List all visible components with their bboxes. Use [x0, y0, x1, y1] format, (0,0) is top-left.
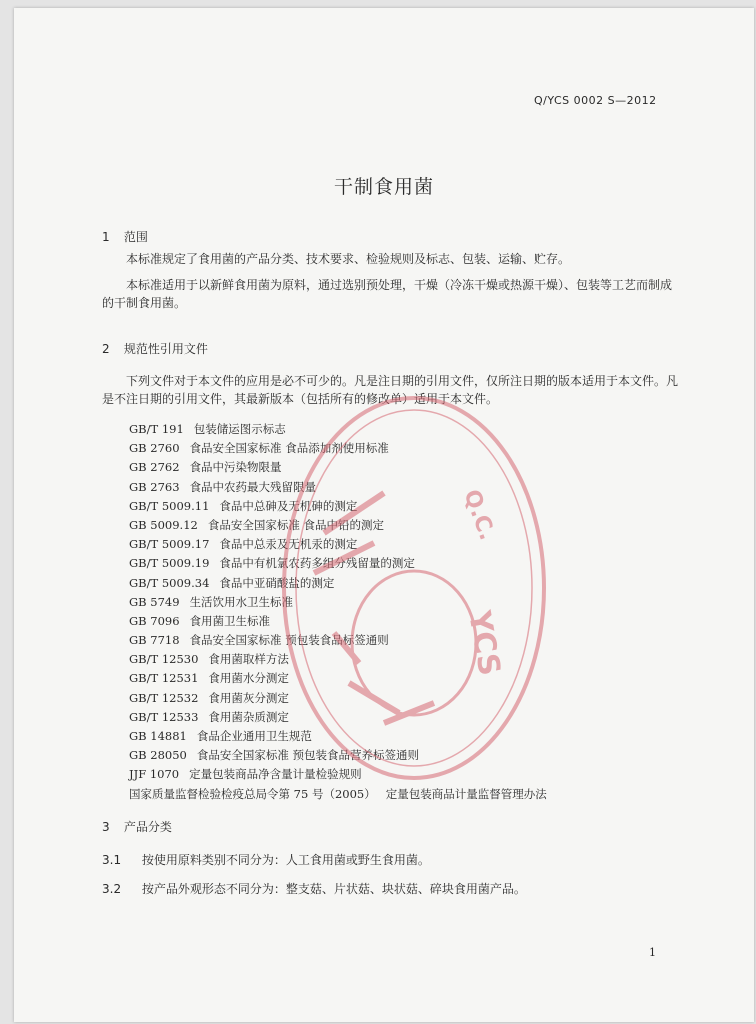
- reference-item: [129, 727, 547, 746]
- reference-title: 食品中农药最大残留限量: [189, 479, 317, 494]
- reference-code: GB/T 5009.11: [129, 498, 210, 513]
- document-page: [14, 8, 754, 1022]
- reference-item: [129, 650, 547, 669]
- item-text: 按产品外观形态不同分为：整支菇、片状菇、块状菇、碎块食用菌产品。: [141, 882, 526, 896]
- reference-title: 定量包装商品计量监督管理办法: [385, 786, 547, 801]
- reference-item: [129, 631, 547, 650]
- reference-title: 食用菌卫生标准: [189, 613, 271, 628]
- section-2-heading: [102, 340, 208, 357]
- section-number: 1: [102, 230, 110, 244]
- scope-paragraph-1: 本标准规定了食用菌的产品分类、技术要求、检验规则及标志、包装、运输、贮存。: [126, 252, 571, 266]
- reference-list: [129, 420, 547, 804]
- reference-item: [129, 535, 547, 554]
- section-1-heading: [102, 228, 148, 245]
- reference-code: GB 5749: [129, 594, 180, 609]
- reference-item: [129, 420, 547, 439]
- stamp-text: Q.C.: [458, 486, 500, 544]
- reference-item: [129, 689, 547, 708]
- reference-code: GB/T 5009.34: [129, 575, 210, 590]
- reference-code: GB 2760: [129, 441, 180, 456]
- reference-code: GB 7718: [129, 633, 180, 648]
- reference-item: [129, 785, 547, 804]
- section-number: 2: [102, 342, 110, 356]
- reference-code: GB/T 12531: [129, 671, 199, 686]
- scope-paragraph-2: 本标准适用于以新鲜食用菌为原料，通过选别预处理，干燥（冷冻干燥或热源干燥）、包装等工艺而制成的干制食用菌。: [102, 278, 673, 310]
- item-number: 3.1: [102, 853, 122, 867]
- reference-code: GB 2762: [129, 460, 180, 475]
- document-code: Q/YCS 0002 S—2012: [534, 94, 657, 107]
- reference-item: [129, 478, 547, 497]
- reference-code: GB/T 12533: [129, 709, 199, 724]
- reference-code: JJF 1070: [129, 767, 180, 782]
- reference-title: 定量包装商品净含量计量检验规则: [189, 767, 362, 782]
- reference-item: [129, 765, 547, 784]
- reference-title: 生活饮用水卫生标准: [189, 594, 294, 609]
- reference-title: 食品安全国家标准 食品添加剂使用标准: [189, 441, 389, 456]
- section-3-heading: [102, 818, 172, 835]
- reference-code: GB 14881: [129, 729, 187, 743]
- reference-item: [129, 574, 547, 593]
- reference-item: [129, 516, 547, 535]
- reference-title: 食用菌杂质测定: [208, 709, 289, 724]
- reference-title: 包装储运图示标志: [193, 422, 286, 436]
- reference-code: GB 2763: [129, 479, 180, 494]
- stamp-text: YCS: [461, 608, 507, 679]
- reference-title: 食品中有机氯农药多组分残留量的测定: [219, 556, 415, 571]
- classification-item-1: [102, 851, 430, 868]
- reference-item: [129, 593, 547, 612]
- reference-code: 国家质量监督检验检疫总局令第 75 号（2005）: [129, 786, 376, 801]
- section-title: 规范性引用文件: [123, 342, 208, 356]
- section-title: 范围: [123, 230, 148, 244]
- reference-code: GB 5009.12: [129, 517, 198, 532]
- reference-title: 食品中污染物限量: [189, 460, 282, 475]
- reference-item: [129, 746, 547, 765]
- normative-intro: 下列文件对于本文件的应用是必不可少的。凡是注日期的引用文件，仅所注日期的版本适用于本文件。凡是不注日期的引用文件，其最新版本（包括所有的修改单）适用于本文件。: [102, 374, 679, 406]
- reference-item: [129, 439, 547, 458]
- reference-title: 食用菌灰分测定: [208, 690, 289, 705]
- page-number: 1: [649, 946, 656, 959]
- section-title: 产品分类: [123, 820, 172, 834]
- reference-title: 食品中总砷及无机砷的测定: [219, 498, 358, 513]
- reference-title: 食品安全国家标准 食品中铅的测定: [207, 517, 385, 532]
- reference-item: [129, 612, 547, 631]
- reference-code: GB/T 5009.17: [129, 537, 210, 552]
- reference-title: 食品中总汞及无机汞的测定: [219, 537, 358, 552]
- section-number: 3: [102, 820, 110, 834]
- reference-title: 食品安全国家标准 预包装食品标签通则: [189, 633, 389, 648]
- reference-code: GB/T 191: [129, 422, 184, 436]
- reference-item: [129, 497, 547, 516]
- reference-title: 食品企业通用卫生规范: [196, 729, 312, 743]
- reference-title: 食用菌取样方法: [208, 652, 289, 667]
- reference-title: 食品中亚硝酸盐的测定: [219, 575, 335, 590]
- reference-code: GB/T 5009.19: [129, 556, 210, 571]
- reference-item: [129, 669, 547, 688]
- item-number: 3.2: [102, 882, 122, 896]
- reference-code: GB/T 12530: [129, 652, 199, 667]
- classification-item-2: [102, 880, 526, 897]
- reference-item: [129, 458, 547, 477]
- reference-code: GB 7096: [129, 613, 180, 628]
- reference-item: [129, 554, 547, 573]
- reference-code: GB/T 12532: [129, 690, 199, 705]
- reference-title: 食品安全国家标准 预包装食品营养标签通则: [196, 748, 420, 763]
- item-text: 按使用原料类别不同分为：人工食用菌或野生食用菌。: [141, 853, 430, 867]
- reference-code: GB 28050: [129, 748, 187, 763]
- reference-title: 食用菌水分测定: [208, 671, 289, 686]
- reference-item: [129, 708, 547, 727]
- document-title: 干制食用菌: [333, 176, 434, 198]
